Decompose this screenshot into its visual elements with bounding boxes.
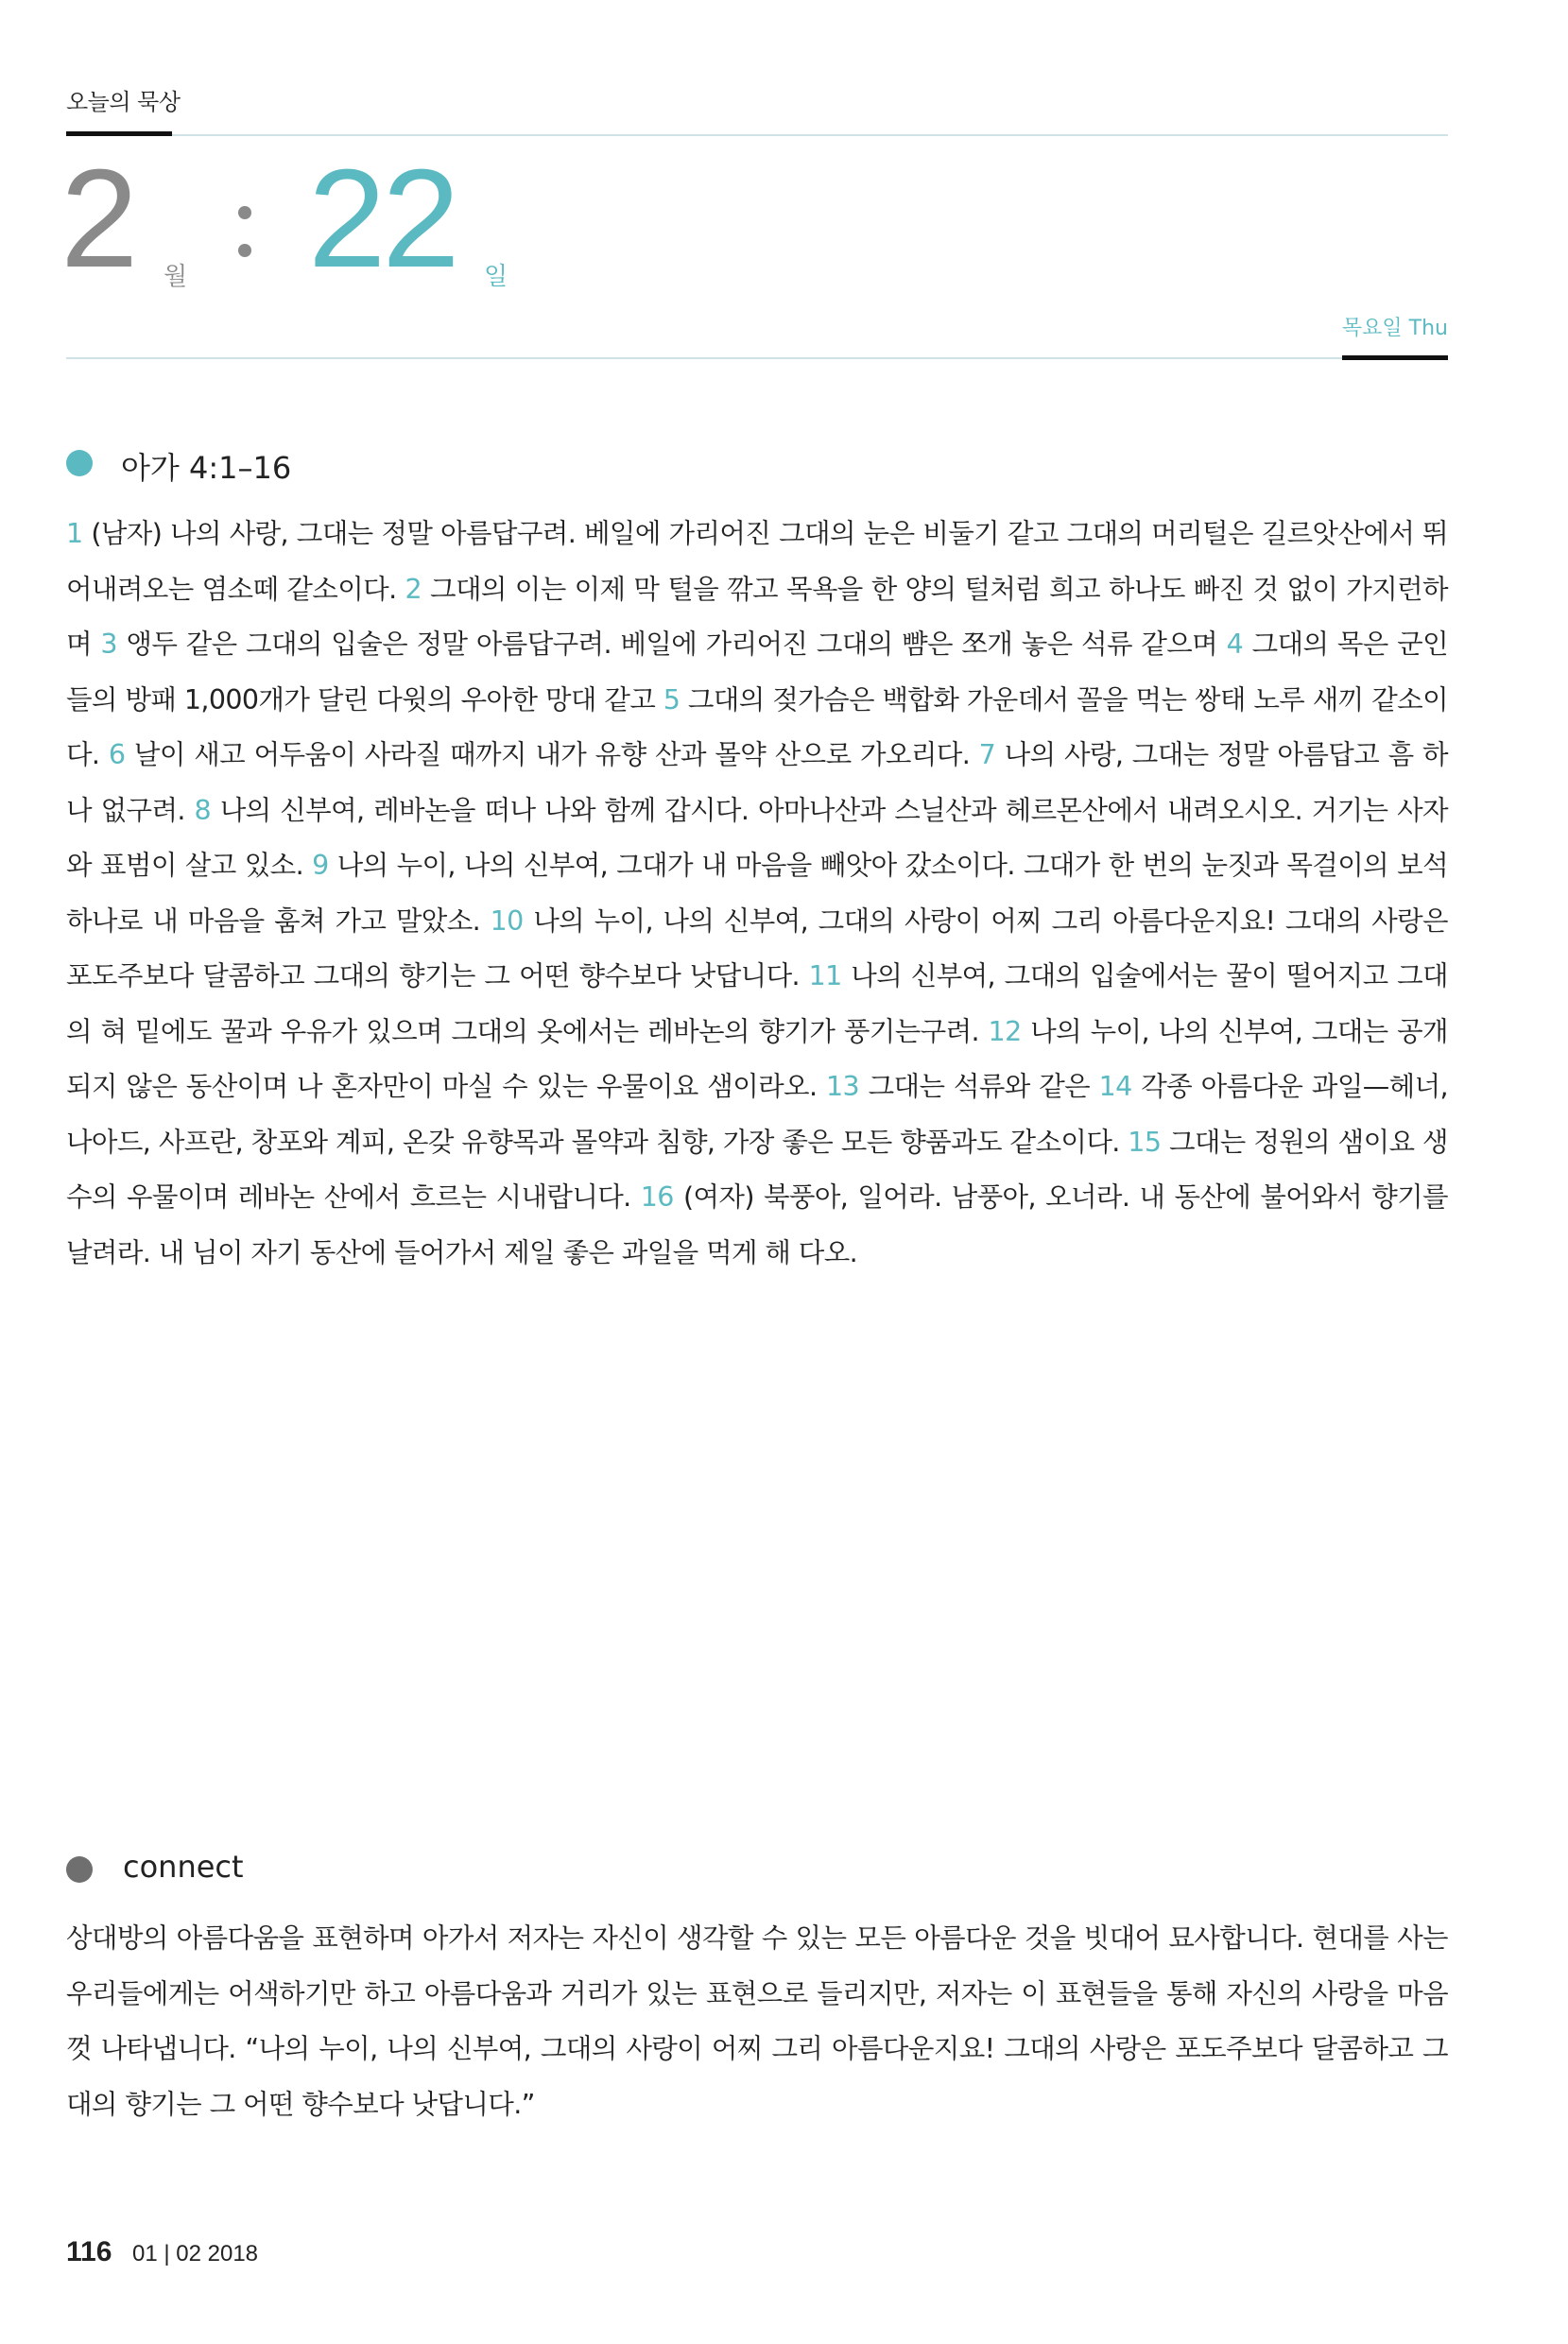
verse-number: 14: [1098, 1071, 1132, 1102]
verse-text: 그대의 젖가슴은 백합화 가운데서 꼴을 먹는 쌍태 노루 새끼 같소이다.: [66, 683, 1448, 770]
connect-bullet-icon: [66, 1856, 93, 1883]
verse-text: 나의 누이, 나의 신부여, 그대가 내 마음을 빼앗아 갔소이다. 그대가 한 번의 눈짓과 목걸이의 보석 하나로 내 마음을 훔쳐 가고 말았소.: [66, 850, 1448, 937]
verse-number: 5: [663, 683, 681, 715]
verse-number: 4: [1226, 629, 1244, 660]
verse-text: 나의 신부여, 그대의 입술에서는 꿀이 떨어지고 그대의 혀 밑에도 꿀과 우유가 있으며 그대의 옷에서는 레바논의 향기가 풍기는구려.: [66, 960, 1448, 1047]
colon-dot-bottom: [238, 244, 251, 257]
connect-title: connect: [123, 1849, 244, 1885]
scripture-bullet-icon: [66, 450, 93, 476]
verse-number: 16: [640, 1181, 674, 1213]
weekday-label: 목요일 Thu: [1341, 317, 1448, 340]
colon-dot-top: [238, 206, 251, 219]
issue-label: 01 | 02 2018: [132, 2241, 259, 2266]
verse-text: 날이 새고 어두움이 사라질 때까지 내가 유향 산과 몰약 산으로 가오리다.: [125, 739, 979, 770]
page-number: 116: [66, 2236, 112, 2267]
verse-number: 10: [490, 905, 524, 937]
header-bottom-rule-accent: [1342, 355, 1448, 360]
verse-text: (남자) 나의 사랑, 그대는 정말 아름답구려. 베일에 가리어진 그대의 눈은 비둘기 같고 그대의 머리털은 길르앗산에서 뛰어내려오는 염소떼 같소이다.: [66, 518, 1448, 605]
top-rule: [66, 134, 1448, 136]
scripture-title: 아가 4:1–16: [121, 450, 292, 486]
verse-number: 11: [808, 960, 842, 991]
connect-text: 상대방의 아름다움을 표현하며 아가서 저자는 자신이 생각할 수 있는 모든 아름다운 것을 빗대어 묘사합니다. 현대를 사는 우리들에게는 어색하기만 하고 아름다움과 거리가 있는 표현으로 들리지만, 저자는 이 표현들을 통해 자신의 사랑을 마음껏 나타냅니다. “나의 누이, 나의 신부여, 그대의 사랑이 어찌 그리 아름다운지요! 그대의 사랑은 포도주보다 달콤하고 그대의 향기는 그 어떤 향수보다 낫답니다.”: [66, 1922, 1448, 2120]
scripture-passage: [66, 507, 1448, 1281]
verse-text: 각종 아름다운 과일—헤너, 나아드, 사프란, 창포와 계피, 온갖 유향목과 몰약과 침향, 가장 좋은 모든 향품과도 같소이다.: [66, 1071, 1448, 1158]
verse-number: 12: [988, 1015, 1022, 1047]
verse-text: 나의 누이, 나의 신부여, 그대의 사랑이 어찌 그리 아름다운지요! 그대의 사랑은 포도주보다 달콤하고 그대의 향기는 그 어떤 향수보다 낫답니다.: [66, 905, 1448, 991]
verse-number: 6: [108, 739, 126, 770]
verse-number: 9: [312, 850, 329, 881]
header-bottom-rule: [66, 357, 1448, 359]
top-rule-accent: [66, 131, 172, 136]
verse-number: 1: [66, 518, 83, 549]
month-number: 2: [60, 141, 135, 297]
verse-number: 13: [825, 1071, 860, 1102]
month-unit: 월: [164, 263, 188, 291]
verse-number: 15: [1128, 1126, 1162, 1158]
verse-text: 그대의 목은 군인들의 방패 1,000개가 달린 다윗의 우아한 망대 같고: [66, 629, 1449, 715]
section-label: 오늘의 묵상: [66, 89, 181, 115]
verse-number: 2: [405, 573, 422, 605]
verse-text: 그대는 석류와 같은: [859, 1071, 1099, 1102]
day-unit: 일: [484, 263, 508, 291]
verse-number: 7: [978, 739, 996, 770]
verse-text: (여자) 북풍아, 일어라. 남풍아, 오너라. 내 동산에 불어와서 향기를 날려라. 내 님이 자기 동산에 들어가서 제일 좋은 과일을 먹게 해 다오.: [66, 1181, 1448, 1268]
verse-text: 그대의 이는 이제 막 털을 깎고 목욕을 한 양의 털처럼 희고 하나도 빠진 것 없이 가지런하며: [66, 573, 1448, 660]
verse-text: 나의 신부여, 레바논을 떠나 나와 함께 갑시다. 아마나산과 스닐산과 헤르몬산에서 내려오시오. 거기는 사자와 표범이 살고 있소.: [66, 794, 1448, 881]
verse-text: 그대는 정원의 샘이요 생수의 우물이며 레바논 산에서 흐르는 시내랍니다.: [66, 1126, 1448, 1213]
verse-text: 나의 사랑, 그대는 정말 아름답고 흠 하나 없구려.: [66, 739, 1448, 826]
verse-text: 앵두 같은 그대의 입술은 정말 아름답구려. 베일에 가리어진 그대의 뺨은 쪼개 놓은 석류 같으며: [116, 629, 1227, 660]
verse-number: 3: [100, 629, 117, 660]
verse-number: 8: [194, 794, 212, 826]
verse-text: 나의 누이, 나의 신부여, 그대는 공개되지 않은 동산이며 나 혼자만이 마실 수 있는 우물이요 샘이라오.: [66, 1015, 1448, 1102]
day-number: 22: [308, 141, 457, 297]
